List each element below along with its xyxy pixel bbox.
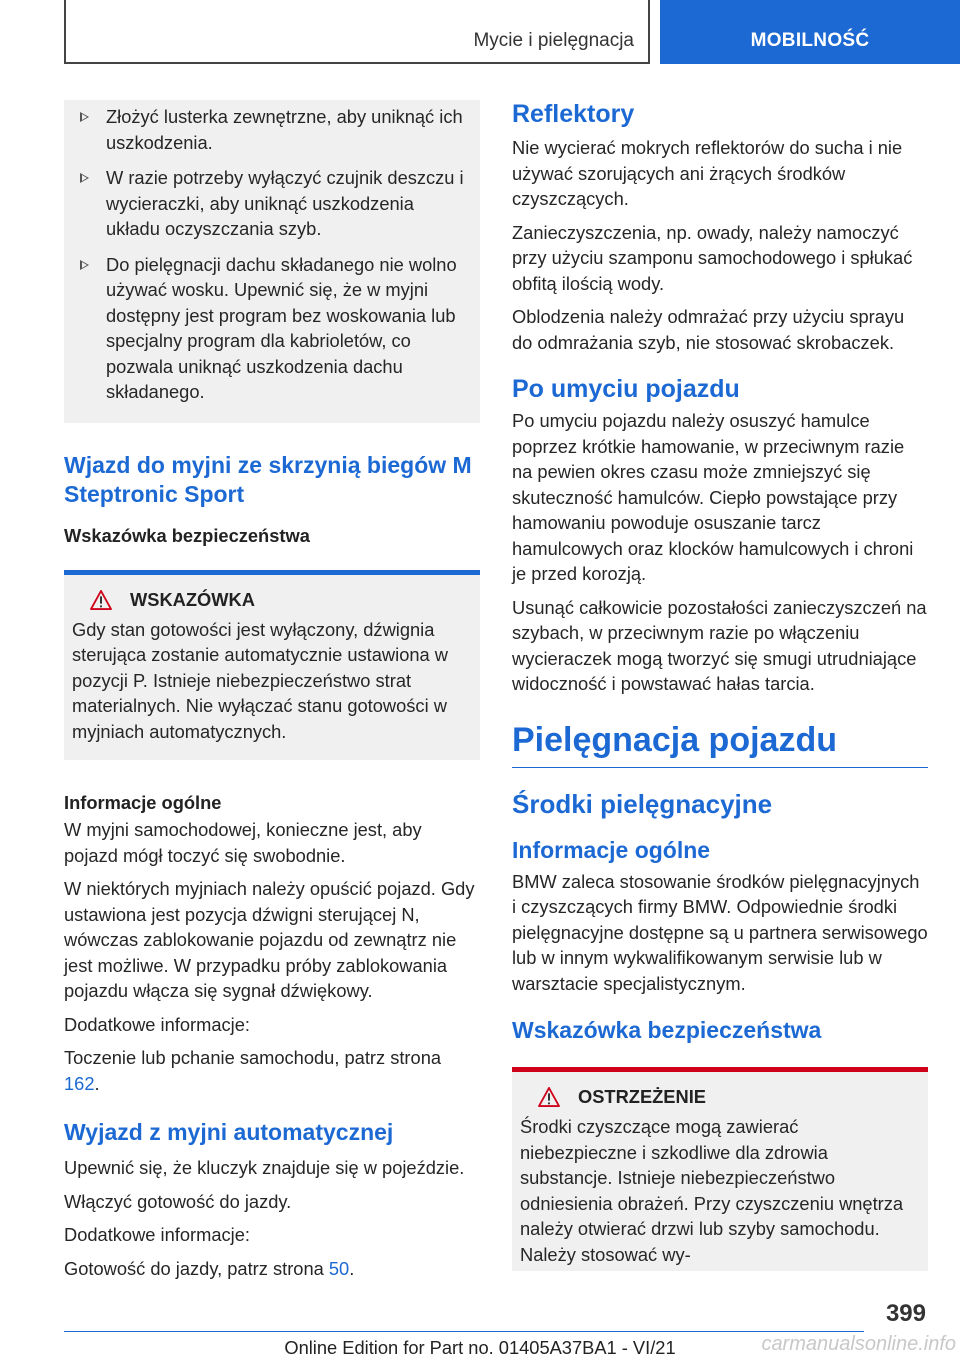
paragraph: Upewnić się, że kluczyk znajduje się w pojeździe. <box>64 1157 465 1178</box>
paragraph: Włączyć gotowość do jazdy. <box>64 1190 292 1212</box>
warning-title: WSKAZÓWKA <box>130 588 255 610</box>
general-info-heading: Informacje ogólne <box>64 792 222 813</box>
list-item: Złożyć lusterka zewnętrzne, aby uniknąć ich uszkodzenia. <box>80 104 472 155</box>
section-title-car-wash-entry: Wjazd do myjni ze skrzynią biegów M Steptronic Sport <box>64 451 472 507</box>
subsection-safety-note: Wskazówka bezpieczeństwa <box>512 1017 822 1043</box>
header-chapter-tab[interactable] <box>660 0 960 64</box>
header-section-title: Mycie i pielęgnacja <box>473 30 634 51</box>
header-chapter-label: MOBILNOŚĆ <box>750 30 870 51</box>
safety-note-heading: Wskazówka bezpieczeństwa <box>64 524 310 546</box>
list-item: W razie potrzeby wyłączyć czujnik deszczu i wycieraczki, aby uniknąć uszkodzenia układu oczyszczania szyb. <box>80 165 472 242</box>
subsection-general-info: Informacje ogólne <box>512 836 711 863</box>
paragraph-with-link: Gotowość do jazdy, patrz strona 50. <box>64 1257 355 1279</box>
danger-title-row <box>520 1086 918 1108</box>
right-column <box>512 100 928 1271</box>
paragraph: Dodatkowe informacje: <box>64 1013 250 1035</box>
footer-divider <box>64 1331 864 1332</box>
section-title-care-products: Środki pielęgnacyjne <box>512 788 773 819</box>
paragraph: Nie wycierać mokrych reflektorów do sucha i nie używać szorujących ani żrących środków czyszczących. <box>512 137 903 209</box>
danger-box <box>512 1067 928 1271</box>
warning-triangle-icon <box>90 590 112 610</box>
section-title-leaving-car-wash: Wyjazd z myjni automatycznej <box>64 1119 394 1145</box>
warning-title-row <box>72 589 470 611</box>
section-title-headlights: Reflektory <box>512 100 635 128</box>
paragraph: W niektórych myjniach należy opuścić pojazd. Gdy ustawiona jest pozycja dźwigni sterującej N, wówczas zablokowanie pojazdu od zewnątrz nie jest możliwe. W przypadku próby zablokowania pojazdu włącza się sygnał dźwiękowy. <box>64 878 475 1001</box>
paragraph-with-link: Toczenie lub pchanie samochodu, patrz strona 162. <box>64 1047 442 1094</box>
warning-triangle-icon <box>538 1087 560 1107</box>
paragraph: Zanieczyszczenia, np. owady, należy namoczyć przy użyciu szamponu samochodowego i spłukać obfitą ilością wody. <box>512 221 913 294</box>
page-number: 399 <box>885 1300 926 1327</box>
left-column <box>64 100 480 1289</box>
watermark: carmanualsonline.info <box>761 1333 956 1355</box>
paragraph: Oblodzenia należy odmrażać przy użyciu sprayu do odmrażania szyb, nie stosować skrobaczek. <box>512 306 905 353</box>
danger-text: Środki czyszczące mogą zawierać niebezpieczne i szkodliwe dla zdrowia substancje. Istnieje niebezpieczeństwo odniesienia obrażeń. Przy czyszczeniu wnętrza należy otwierać drzwi lub szyby samochodu. Należy stosować wy- <box>520 1116 904 1265</box>
bullet-triangle-icon <box>80 260 89 270</box>
danger-title: OSTRZEŻENIE <box>578 1086 706 1107</box>
section-title-after-wash: Po umyciu pojazdu <box>512 375 740 403</box>
list-item: Do pielęgnacji dachu składanego nie wolno używać wosku. Upewnić się, że w myjni dostępny jest program bez woskowania lub specjalny program dla kabrioletów, co pozwala uniknąć uszkodzenia dachu składanego. <box>80 252 472 405</box>
footer-edition: Online Edition for Part no. 01405A37BA1 - VI/21 <box>284 1337 676 1358</box>
page-link[interactable]: 162 <box>64 1072 95 1094</box>
page-link[interactable]: 50 <box>328 1257 350 1279</box>
bullet-triangle-icon <box>80 112 89 122</box>
warning-box <box>64 570 480 761</box>
paragraph: Po umyciu pojazdu należy osuszyć hamulce poprzez krótkie hamowanie, w przeciwnym razie na pewien okres czasu może zmniejszyć się skuteczność hamulców. Ciepło powstające przy hamowaniu powoduje osuszanie tarcz hamulcowych oraz klocków hamulcowych i chroni je przed korozją. <box>512 410 914 584</box>
paragraph: BMW zaleca stosowanie środków pielęgnacyjnych i czyszczących firmy BMW. Odpowiednie środki pielęgnacyjne dostępne są u partnera serwisowego lub w innym wykwalifikowanym serwisie lub w warsztacie specjalistycznym. <box>512 870 928 994</box>
bullet-list <box>64 100 480 423</box>
paragraph: Dodatkowe informacje: <box>64 1224 250 1245</box>
bullet-triangle-icon <box>80 173 89 183</box>
chapter-title-vehicle-care: Pielęgnacja pojazdu <box>512 719 928 768</box>
paragraph: W myjni samochodowej, konieczne jest, aby pojazd mógł toczyć się swobodnie. <box>64 819 422 866</box>
paragraph: Usunąć całkowicie pozostałości zanieczyszczeń na szybach, w przeciwnym razie po włączeniu wycieraczek mogą tworzyć się smugi utrudniające widoczność i powstawać hałas tarcia. <box>512 596 927 694</box>
warning-text: Gdy stan gotowości jest wyłączony, dźwignia sterująca zostanie automatycznie ustawiona w pozycji P. Istnieje niebezpieczeństwo strat materialnych. Nie wyłączać stanu gotowości w myjniach automatycznych. <box>72 618 448 742</box>
header-frame <box>64 0 650 64</box>
